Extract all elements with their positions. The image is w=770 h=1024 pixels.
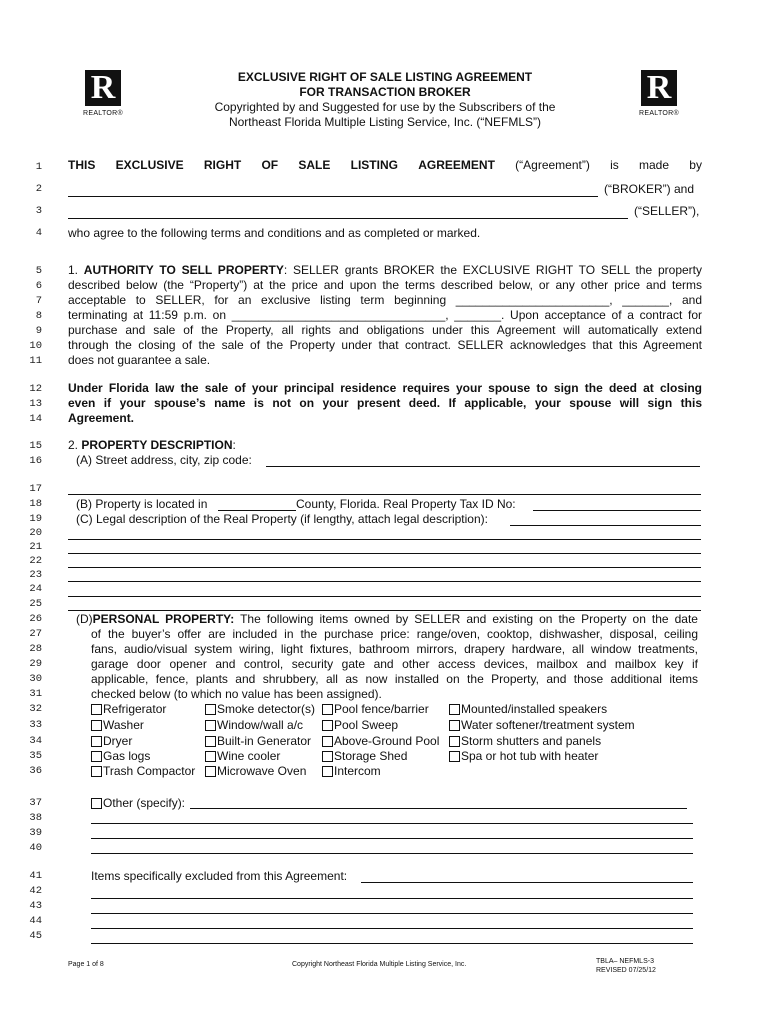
document-title: EXCLUSIVE RIGHT OF SALE LISTING AGREEMENT [237,70,533,84]
section-1-line-9: purchase and sale of the Property, all rights and obligations under this Agreement will automatically extend [68,323,702,337]
street-address-field[interactable] [266,466,700,467]
checkbox[interactable] [91,766,102,777]
line-number: 31 [29,688,42,700]
line-number: 35 [29,750,42,762]
excluded-items-field[interactable] [361,882,693,883]
florida-law-line-13: even if your spouse’s name is not on your present deed. If applicable, your spouse will sign this [68,396,702,410]
item-spa[interactable]: Spa or hot tub with heater [449,749,598,764]
line-number: 37 [29,797,42,809]
item-gas-logs[interactable]: Gas logs [91,749,150,764]
personal-property-line-31: checked below (to which no value has been assigned). [91,687,382,701]
line-number: 5 [35,265,42,277]
line-number: 45 [29,930,42,942]
item-intercom[interactable]: Intercom [322,764,381,779]
line-number: 10 [29,340,42,352]
item-dryer[interactable]: Dryer [91,734,132,749]
checkbox[interactable] [322,704,333,715]
line-number: 44 [29,915,42,927]
line-number: 1 [35,161,42,173]
line-number: 27 [29,628,42,640]
realtor-logo-left: R REALTOR® [80,68,126,124]
checkbox[interactable] [91,720,102,731]
checkbox[interactable] [449,751,460,762]
item-storm-shutters[interactable]: Storm shutters and panels [449,734,601,749]
excluded-items-line[interactable] [91,943,693,944]
line-number: 18 [29,498,42,510]
excluded-items-line[interactable] [91,928,693,929]
tax-id-label: County, Florida. Real Property Tax ID No: [296,497,516,511]
seller-label: (“SELLER”), [634,204,700,218]
realtor-logo-right: R REALTOR® [636,68,682,124]
personal-property-line-28: fans, audio/visual system wiring, light fixtures, bathroom mirrors, drapery hardware, all window treatments, [91,642,698,656]
checkbox[interactable] [91,736,102,747]
item-generator[interactable]: Built-in Generator [205,734,311,749]
legal-description-line[interactable] [68,567,701,568]
line-number: 9 [35,325,42,337]
other-specify-line[interactable] [91,853,693,854]
county-field[interactable] [218,510,296,511]
line-number: 39 [29,827,42,839]
other-specify-label[interactable]: Other (specify): [91,796,185,811]
line-number: 28 [29,643,42,655]
intro-line-4: who agree to the following terms and conditions and as completed or marked. [68,226,481,240]
footer-revised: REVISED 07/25/12 [596,967,656,974]
checkbox[interactable] [449,736,460,747]
florida-law-line-14: Agreement. [68,411,135,425]
copyright-notice: Copyrighted by and Suggested for use by the Subscribers of the [214,100,556,114]
broker-name-field[interactable] [68,196,598,197]
line-number: 23 [29,569,42,581]
line-number: 42 [29,885,42,897]
item-smoke-detector[interactable]: Smoke detector(s) [205,702,315,717]
section-1-line-5: 1. AUTHORITY TO SELL PROPERTY: SELLER grants BROKER the EXCLUSIVE RIGHT TO SELL the property [68,263,702,277]
item-wine-cooler[interactable]: Wine cooler [205,749,280,764]
item-storage-shed[interactable]: Storage Shed [322,749,407,764]
line-number: 21 [29,541,42,553]
excluded-items-line[interactable] [91,898,693,899]
line-number: 34 [29,735,42,747]
section-1-line-10: through the closing of the sale of the Property under that contract. SELLER acknowledges that this Agreement [68,338,702,352]
legal-description-line[interactable] [68,596,701,597]
item-washer[interactable]: Washer [91,718,144,733]
other-specify-field[interactable] [190,808,687,809]
line-number: 29 [29,658,42,670]
checkbox[interactable] [449,704,460,715]
section-1-line-11: does not guarantee a sale. [68,353,211,367]
florida-law-line-12: Under Florida law the sale of your principal residence requires your spouse to sign the deed at closing [68,381,702,395]
checkbox[interactable] [205,736,216,747]
section-1-line-8: terminating at 11:59 p.m. on ________________________________, _______. Upon acceptance of a contract for [68,308,702,322]
footer-form-id: TBLA– NEFMLS-3 [596,958,654,965]
line-number: 13 [29,398,42,410]
document-subtitle: FOR TRANSACTION BROKER [299,85,471,99]
line-number: 8 [35,310,42,322]
realtor-logo-text: REALTOR® [639,110,679,117]
line-number: 24 [29,583,42,595]
checkbox[interactable] [205,766,216,777]
line-number: 14 [29,413,42,425]
checkbox[interactable] [449,720,460,731]
line-number: 43 [29,900,42,912]
line-number: 6 [35,280,42,292]
realtor-logo-text: REALTOR® [83,110,123,117]
item-window-ac[interactable]: Window/wall a/c [205,718,303,733]
line-number: 22 [29,555,42,567]
item-water-softener[interactable]: Water softener/treatment system [449,718,635,733]
personal-property-line-26: (D)PERSONAL PROPERTY: The following items owned by SELLER and existing on the Property on the date [76,612,698,626]
checkbox[interactable] [322,766,333,777]
seller-name-field[interactable] [68,218,628,219]
tax-id-field[interactable] [533,510,701,511]
intro-line-1: THIS EXCLUSIVE RIGHT OF SALE LISTING AGREEMENT (“Agreement”) is made by [68,158,702,172]
section-2-heading: 2. PROPERTY DESCRIPTION: [68,438,236,452]
broker-label: (“BROKER”) and [604,182,695,196]
legal-description-line[interactable] [68,553,701,554]
checkbox[interactable] [205,720,216,731]
line-number: 30 [29,673,42,685]
excluded-items-line[interactable] [91,913,693,914]
footer-page-number: Page 1 of 8 [68,961,104,968]
item-speakers[interactable]: Mounted/installed speakers [449,702,607,717]
line-number: 20 [29,527,42,539]
checkbox[interactable] [205,704,216,715]
line-number: 11 [29,355,42,367]
item-pool-sweep[interactable]: Pool Sweep [322,718,398,733]
line-number: 12 [29,383,42,395]
line-number: 17 [29,483,42,495]
checkbox[interactable] [91,704,102,715]
line-number: 25 [29,598,42,610]
personal-property-line-29: garage door opener and control, security gate and other access devices, mailbox and mailbox key if [91,657,698,671]
line-number: 7 [35,295,42,307]
checkbox[interactable] [205,751,216,762]
county-label: (B) Property is located in [76,497,208,511]
line-number: 38 [29,812,42,824]
legal-description-line[interactable] [68,581,701,582]
line-number: 32 [29,703,42,715]
section-1-line-6: described below (the “Property”) at the price and upon the terms described below, or any other price and terms [68,278,702,292]
line-number: 40 [29,842,42,854]
line-number: 36 [29,765,42,777]
line-number: 4 [35,227,42,239]
personal-property-line-27: of the buyer’s offer are included in the purchase price: range/oven, cooktop, dishwasher, disposal, ceiling [91,627,698,641]
street-address-field-2[interactable] [68,494,701,495]
legal-description-field[interactable] [510,525,701,526]
item-above-ground-pool[interactable]: Above-Ground Pool [322,734,439,749]
line-number: 26 [29,613,42,625]
line-number: 2 [35,183,42,195]
checkbox[interactable] [322,751,333,762]
section-1-line-7: acceptable to SELLER, for an exclusive listing term beginning _______________________, _______, and [68,293,702,307]
item-microwave[interactable]: Microwave Oven [205,764,306,779]
checkbox[interactable] [91,751,102,762]
line-number: 19 [29,513,42,525]
line-number: 15 [29,440,42,452]
item-pool-fence[interactable]: Pool fence/barrier [322,702,429,717]
checkbox[interactable] [322,736,333,747]
item-trash-compactor[interactable]: Trash Compactor [91,764,195,779]
legal-description-line[interactable] [68,539,701,540]
item-refrigerator[interactable]: Refrigerator [91,702,166,717]
footer-copyright: Copyright Northeast Florida Multiple Listing Service, Inc. [292,961,467,968]
line-number: 33 [29,719,42,731]
other-specify-line[interactable] [91,823,693,824]
line-number: 3 [35,205,42,217]
personal-property-line-30: applicable, fence, plants and shrubbery, all as now installed on the Property, and those additional items [91,672,698,686]
checkbox[interactable] [91,798,102,809]
line-number: 41 [29,870,42,882]
legal-description-line[interactable] [68,610,701,611]
street-address-label: (A) Street address, city, zip code: [76,453,252,467]
nefmls-notice: Northeast Florida Multiple Listing Service, Inc. (“NEFMLS”) [228,115,542,129]
other-specify-line[interactable] [91,838,693,839]
legal-description-label: (C) Legal description of the Real Property (if lengthy, attach legal description): [76,512,488,526]
checkbox[interactable] [322,720,333,731]
excluded-items-label: Items specifically excluded from this Agreement: [91,869,348,883]
line-number: 16 [29,455,42,467]
